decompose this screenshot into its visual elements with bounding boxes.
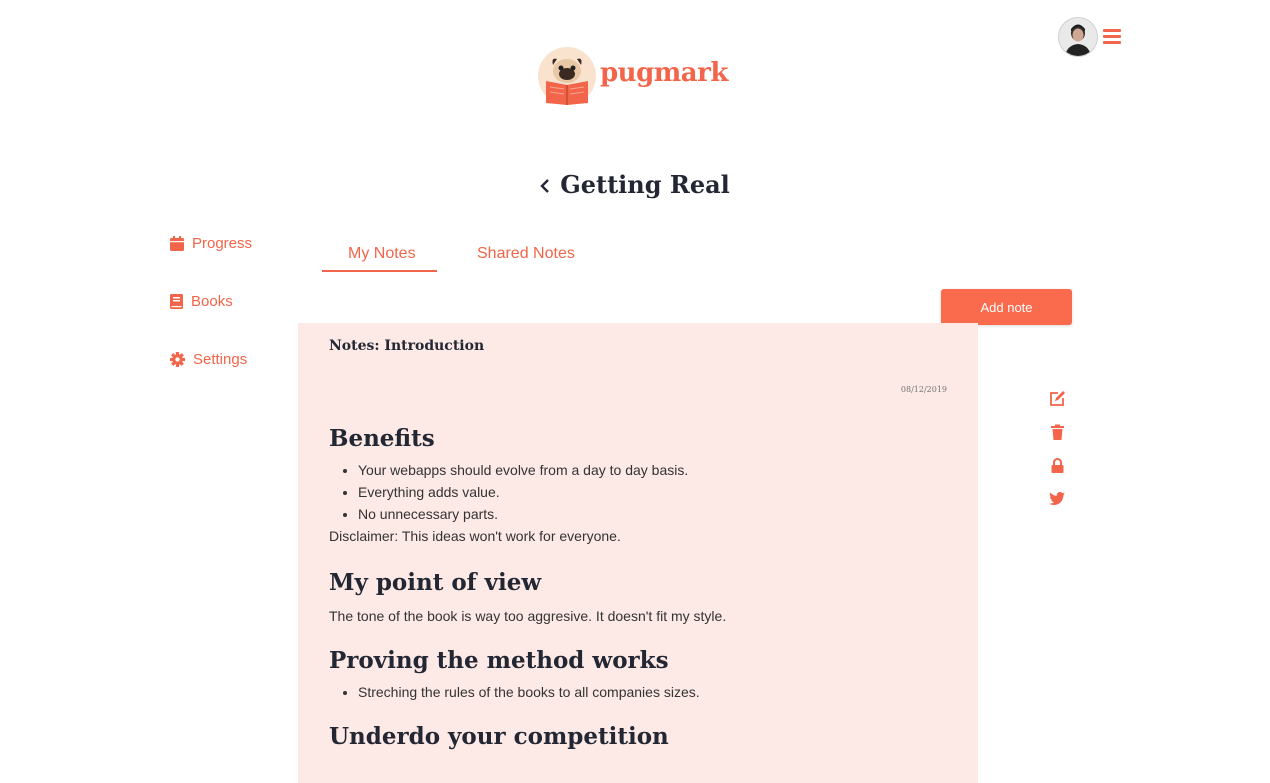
sidebar-item-label: Progress <box>192 235 253 252</box>
hamburger-icon[interactable] <box>1103 29 1121 45</box>
section-heading: Underdo your competition <box>329 722 669 750</box>
list-item: • Your webapps should evolve from a day to day basis. <box>358 459 949 481</box>
page-title <box>0 170 1270 199</box>
sidebar-item-books[interactable] <box>170 293 233 310</box>
note-body[interactable] <box>329 425 949 750</box>
list-item: • Everything adds value. <box>358 481 949 503</box>
user-avatar-icon <box>1059 18 1097 56</box>
list-item: • Streching the rules of the books to all companies sizes. <box>358 681 949 703</box>
bullet-list <box>329 681 949 703</box>
section-heading: Benefits <box>329 425 435 452</box>
note-card <box>298 323 978 783</box>
note-date: 08/12/2019 <box>900 385 947 394</box>
sidebar-item-progress[interactable] <box>170 235 252 252</box>
gear-icon <box>170 352 185 367</box>
logo <box>538 47 596 105</box>
section-heading: My point of view <box>329 568 542 596</box>
brand-name: pugmark <box>600 58 728 88</box>
sidebar-item-label: Settings <box>193 351 248 368</box>
bullet-list <box>329 459 949 525</box>
paragraph: Disclaimer: This ideas won't work for everyone. <box>329 527 621 544</box>
tab-my-notes[interactable]: My Notes <box>348 245 416 262</box>
note-title: Notes: Introduction <box>329 338 485 354</box>
active-tab-indicator <box>322 270 437 272</box>
sidebar-item-label: Books <box>191 293 233 310</box>
tab-shared-notes[interactable]: Shared Notes <box>477 245 575 262</box>
book-icon <box>170 294 183 309</box>
sidebar-item-settings[interactable] <box>170 351 247 368</box>
chevron-left-icon[interactable] <box>540 170 550 199</box>
book-title: Getting Real <box>560 170 730 199</box>
trash-icon[interactable] <box>1049 424 1066 441</box>
twitter-icon[interactable] <box>1049 490 1066 507</box>
edit-icon[interactable] <box>1049 390 1066 407</box>
pug-logo-icon <box>538 47 596 105</box>
lock-icon[interactable] <box>1049 457 1066 474</box>
section-heading: Proving the method works <box>329 647 669 675</box>
avatar[interactable] <box>1058 17 1098 57</box>
list-item: • No unnecessary parts. <box>358 503 949 525</box>
calendar-icon <box>170 236 184 251</box>
add-note-button[interactable]: Add note <box>941 289 1072 325</box>
paragraph: The tone of the book is way too aggresive. It doesn't fit my style. <box>329 608 727 625</box>
